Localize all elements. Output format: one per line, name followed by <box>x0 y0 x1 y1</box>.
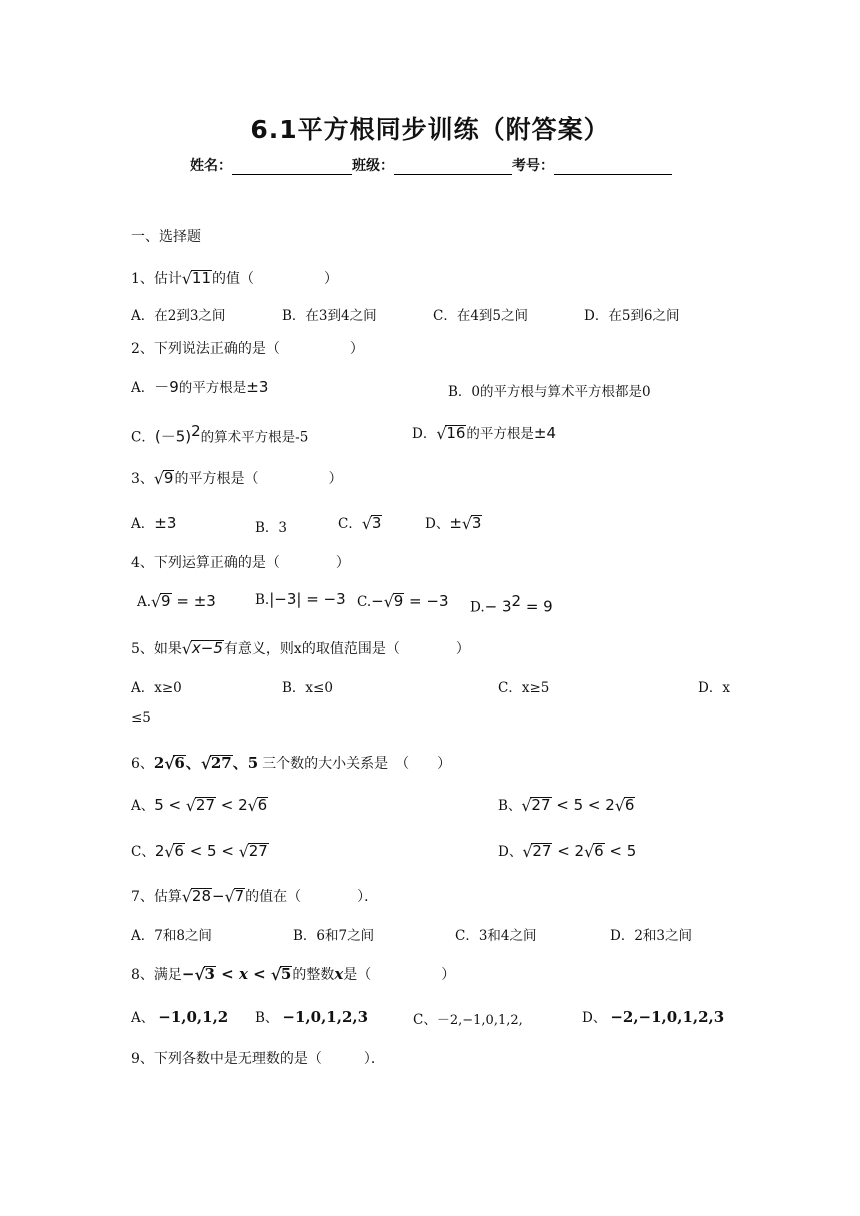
q8-option-d: D、 −2,−1,0,1,2,3 <box>582 1008 725 1026</box>
q2-option-a: A．－9的平方根是±3 <box>131 378 269 396</box>
q2-option-b: B．0的平方根与算术平方根都是0 <box>448 384 651 400</box>
name-blank <box>232 160 352 175</box>
name-label: 姓名： <box>190 158 232 174</box>
exam-number-label: 考号： <box>512 158 554 174</box>
q5-option-a: A．x≥0 <box>131 680 182 696</box>
class-blank <box>394 160 512 175</box>
question-6-stem: 6、2 √ 6、 √ 27、5 三个数的大小关系是 （ ） <box>131 754 452 774</box>
exam-number-blank <box>554 160 672 175</box>
q5-option-d: D．x <box>698 680 730 696</box>
question-7-stem: 7、估算 √ 28− √ 7的值在（ ）． <box>131 887 379 907</box>
q1-text-post: 的值（ ） <box>212 271 339 287</box>
q3-option-a: A．±3 <box>131 514 177 532</box>
question-9-stem: 9、下列各数中是无理数的是（ ）． <box>131 1051 385 1067</box>
question-3-stem: 3、 √ 9的平方根是（ ） <box>131 469 343 489</box>
question-5-stem: 5、如果 √ x−5有意义，则x的取值范围是（ ） <box>131 639 470 659</box>
q6-option-a: A、5 < √ 27 < 2 √ 6 <box>131 796 268 816</box>
q4-option-c: C.− √ 9 = −3 <box>357 592 449 612</box>
q1-text: 1、估计 <box>131 271 182 287</box>
q6-option-c: C、2 √ 6 < 5 < √ 27 <box>131 842 268 862</box>
q1-option-c: C．在4到5之间 <box>433 308 529 324</box>
q6-option-b: B、 √ 27 < 5 < 2 √ 6 <box>498 796 635 816</box>
q5-option-d-continued: ≤5 <box>131 710 151 726</box>
sqrt-9: √ 9 <box>153 469 174 489</box>
q4-option-d: $D.- 3^2 = 9$ <box>470 592 553 616</box>
q5-option-b: B．x≤0 <box>282 680 333 696</box>
question-1-stem <box>131 268 338 288</box>
q6-option-d: D、 √ 27 < 2 √ 6 < 5 <box>498 842 637 862</box>
q1-option-b: B．在3到4之间 <box>282 308 377 324</box>
q5-option-c: C．x≥5 <box>498 680 550 696</box>
q7-option-d: D．2和3之间 <box>610 928 693 944</box>
section-heading: 一、选择题 <box>131 229 201 245</box>
q4-option-a: A. √ 9 = ±3 <box>137 592 216 612</box>
question-8-stem: 8、满足− √ 3 < x < √ 5的整数x是（ ） <box>131 965 456 985</box>
q1-option-a: A．在2到3之间 <box>131 308 226 324</box>
student-info-line <box>190 155 672 175</box>
q7-option-a: A．7和8之间 <box>131 928 212 944</box>
q3-option-d: D、± √ 3 <box>425 514 482 534</box>
q4-option-b: B.|−3| = −3 <box>255 590 346 608</box>
sqrt-11: √ 11 <box>181 269 212 289</box>
q7-option-c: C．3和4之间 <box>455 928 537 944</box>
q3-option-b: B．3 <box>255 520 288 536</box>
q8-option-a: A、 −1,0,1,2 <box>131 1008 229 1026</box>
q1-option-d: D．在5到6之间 <box>584 308 680 324</box>
q8-option-b: B、 −1,0,1,2,3 <box>255 1008 369 1026</box>
question-4-stem: 4、下列运算正确的是（ ） <box>131 555 350 571</box>
q3-option-c: C． √ 3 <box>338 514 382 534</box>
page-title: 6.1平方根同步训练（附答案） <box>250 115 610 144</box>
question-2-stem: 2、下列说法正确的是（ ） <box>131 341 364 357</box>
q7-option-b: B．6和7之间 <box>293 928 375 944</box>
q2-option-c: C．$(-5)^2$的算术平方根是-5 <box>131 422 309 446</box>
q8-option-c: C、－2,−1,0,1,2, <box>413 1012 523 1028</box>
q2-option-d: D． √ 16的平方根是±4 <box>412 424 557 444</box>
class-label: 班级： <box>352 158 394 174</box>
